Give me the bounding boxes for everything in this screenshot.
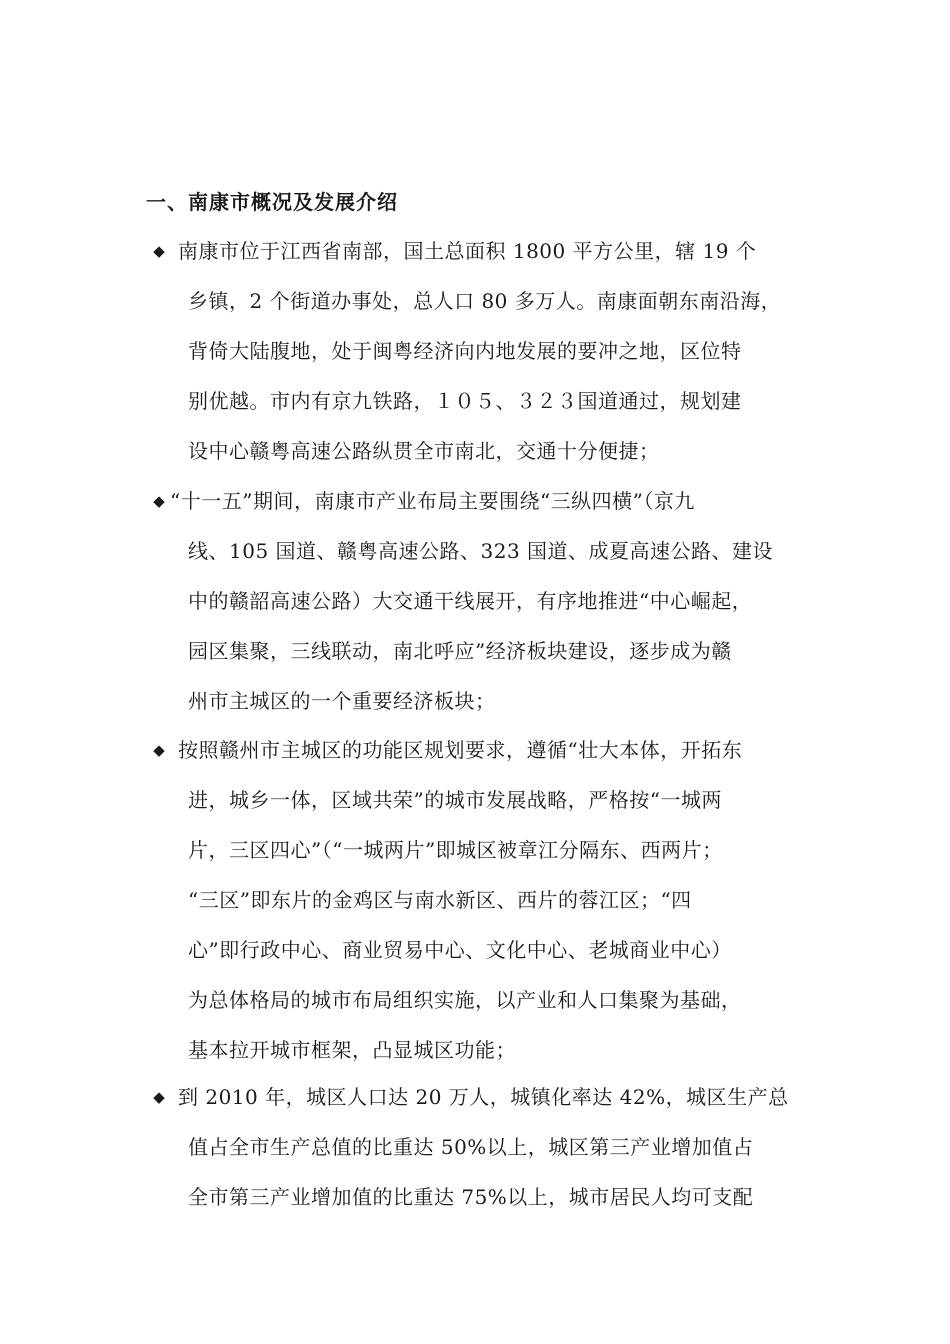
text-line: 进，城乡一体，区域共荣”的城市发展战略，严格按“一城两 [188,788,722,812]
diamond-bullet-icon: ◆ [153,242,165,260]
text-line: 为总体格局的城市布局组织实施，以产业和人口集聚为基础， [188,988,742,1012]
diamond-bullet-icon: ◆ [153,741,165,759]
text-line: 背倚大陆腹地，处于闽粤经济向内地发展的要冲之地，区位特 [188,339,742,363]
text-line: 值占全市生产总值的比重达 50%以上，城区第三产业增加值占 [188,1135,754,1159]
bullet-item-4 [146,1072,836,1222]
bullet-item-2 [146,476,836,726]
text-line: “三区”即东片的金鸡区与南水新区、西片的蓉江区；“四 [188,888,692,912]
text-line: 心”即行政中心、商业贸易中心、文化中心、老城商业中心） [188,938,732,962]
text-line: 园区集聚，三线联动，南北呼应”经济板块建设，逐步成为赣 [188,639,732,663]
text-line: 基本拉开城市框架，凸显城区功能； [188,1038,516,1062]
text-line: 片，三区四心”（“一城两片”即城区被章江分隔东、西两片； [188,838,723,862]
text-line: 中的赣韶高速公路）大交通干线展开，有序地推进“中心崛起， [188,589,753,613]
text-line: 设中心赣粤高速公路纵贯全市南北，交通十分便捷； [188,439,660,463]
text-line: 线、105 国道、赣粤高速公路、323 国道、成夏高速公路、建设 [188,539,774,563]
text-line: 到 2010 年，城区人口达 20 万人，城镇化率达 42%，城区生产总 [178,1085,789,1109]
text-line: 乡镇，2 个街道办事处，总人口 80 多万人。南康面朝东南沿海， [188,289,782,313]
text-line: “十一五”期间，南康市产业布局主要围绕“三纵四横”（京九 [170,489,695,513]
text-line: 别优越。市内有京九铁路，１０５、３２３国道通过，规划建 [188,389,742,413]
section-heading: 一、南康市概况及发展介绍 [146,190,398,214]
diamond-bullet-icon: ◆ [153,1088,165,1106]
text-line: 南康市位于江西省南部，国土总面积 1800 平方公里，辖 19 个 [178,239,757,263]
text-line: 州市主城区的一个重要经济板块； [188,689,496,713]
bullet-item-1 [146,226,836,476]
text-line: 按照赣州市主城区的功能区规划要求，遵循“壮大本体，开拓东 [178,738,743,762]
diamond-bullet-icon: ◆ [153,492,165,510]
bullet-item-3 [146,725,836,1075]
text-line: 全市第三产业增加值的比重达 75%以上，城市居民人均可支配 [188,1185,754,1209]
